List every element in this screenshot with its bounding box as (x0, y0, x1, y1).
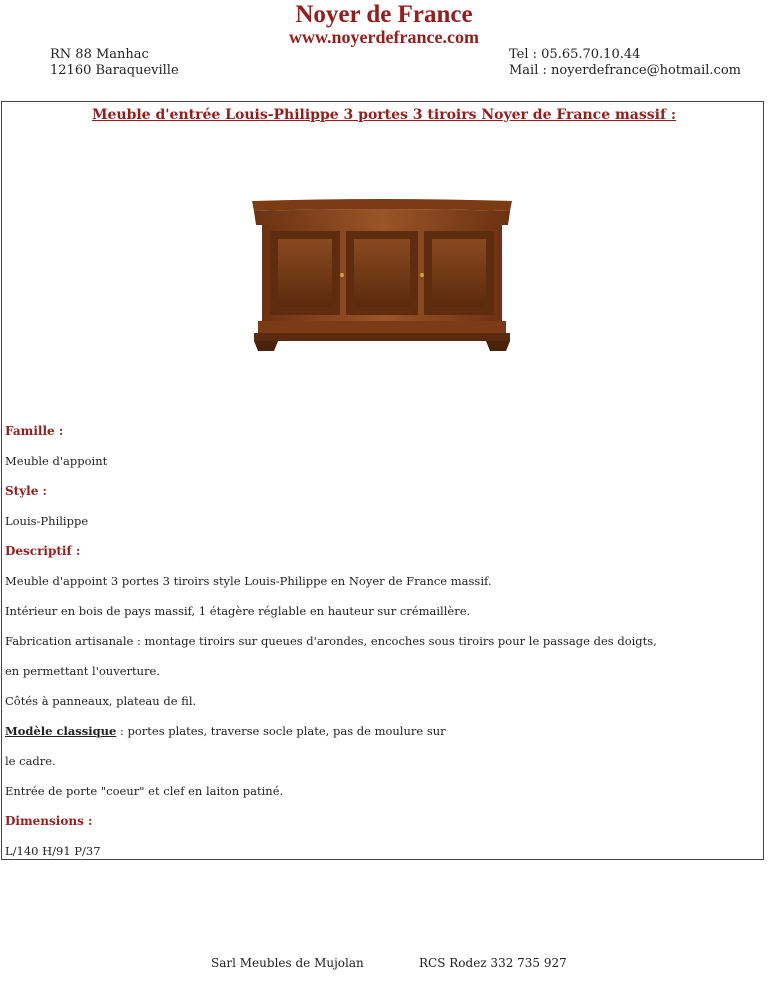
description-line-1: Meuble d'appoint 3 portes 3 tiroirs style Louis-Philippe en Noyer de France massif. (5, 574, 492, 588)
address-line-1: RN 88 Manhac (50, 47, 149, 62)
description-line-5: Côtés à panneaux, plateau de fil. (5, 694, 197, 708)
famille-label: Famille : (5, 424, 64, 438)
description-line-3: Fabrication artisanale : montage tiroirs sur queues d'arondes, encoches sous tiroirs pour le passage des doigts, (5, 634, 657, 648)
footer-company: Sarl Meubles de Mujolan (211, 956, 364, 970)
description-line-6 (5, 724, 446, 738)
footer-rcs: RCS Rodez 332 735 927 (419, 956, 567, 970)
dimensions-value: L/140 H/91 P/37 (5, 844, 101, 858)
brand-name: Noyer de France (295, 1, 473, 28)
famille-value: Meuble d'appoint (5, 454, 108, 468)
address-line-2: 12160 Baraqueville (50, 63, 179, 78)
modele-classique-text: : portes plates, traverse socle plate, pas de moulure sur (116, 724, 446, 738)
style-value: Louis-Philippe (5, 514, 89, 528)
modele-classique-label: Modèle classique (5, 724, 117, 738)
website-link[interactable]: www.noyerdefrance.com (289, 27, 479, 47)
description-line-2: Intérieur en bois de pays massif, 1 étagère réglable en hauteur sur crémaillère. (5, 604, 471, 618)
description-line-8: Entrée de porte "coeur" et clef en laiton patiné. (5, 784, 284, 798)
description-line-7: le cadre. (5, 754, 56, 768)
style-label: Style : (5, 484, 47, 498)
description-line-4: en permettant l'ouverture. (5, 664, 160, 678)
phone: Tel : 05.65.70.10.44 (509, 47, 641, 62)
contact-block (509, 47, 741, 79)
dimensions-label: Dimensions : (5, 814, 93, 828)
product-title: Meuble d'entrée Louis-Philippe 3 portes 3 tiroirs Noyer de France massif : (91, 107, 677, 123)
walnut-sideboard-icon (248, 195, 516, 355)
email[interactable]: Mail : noyerdefrance@hotmail.com (509, 63, 741, 78)
address-block (50, 47, 179, 79)
descriptif-label: Descriptif : (5, 544, 81, 558)
